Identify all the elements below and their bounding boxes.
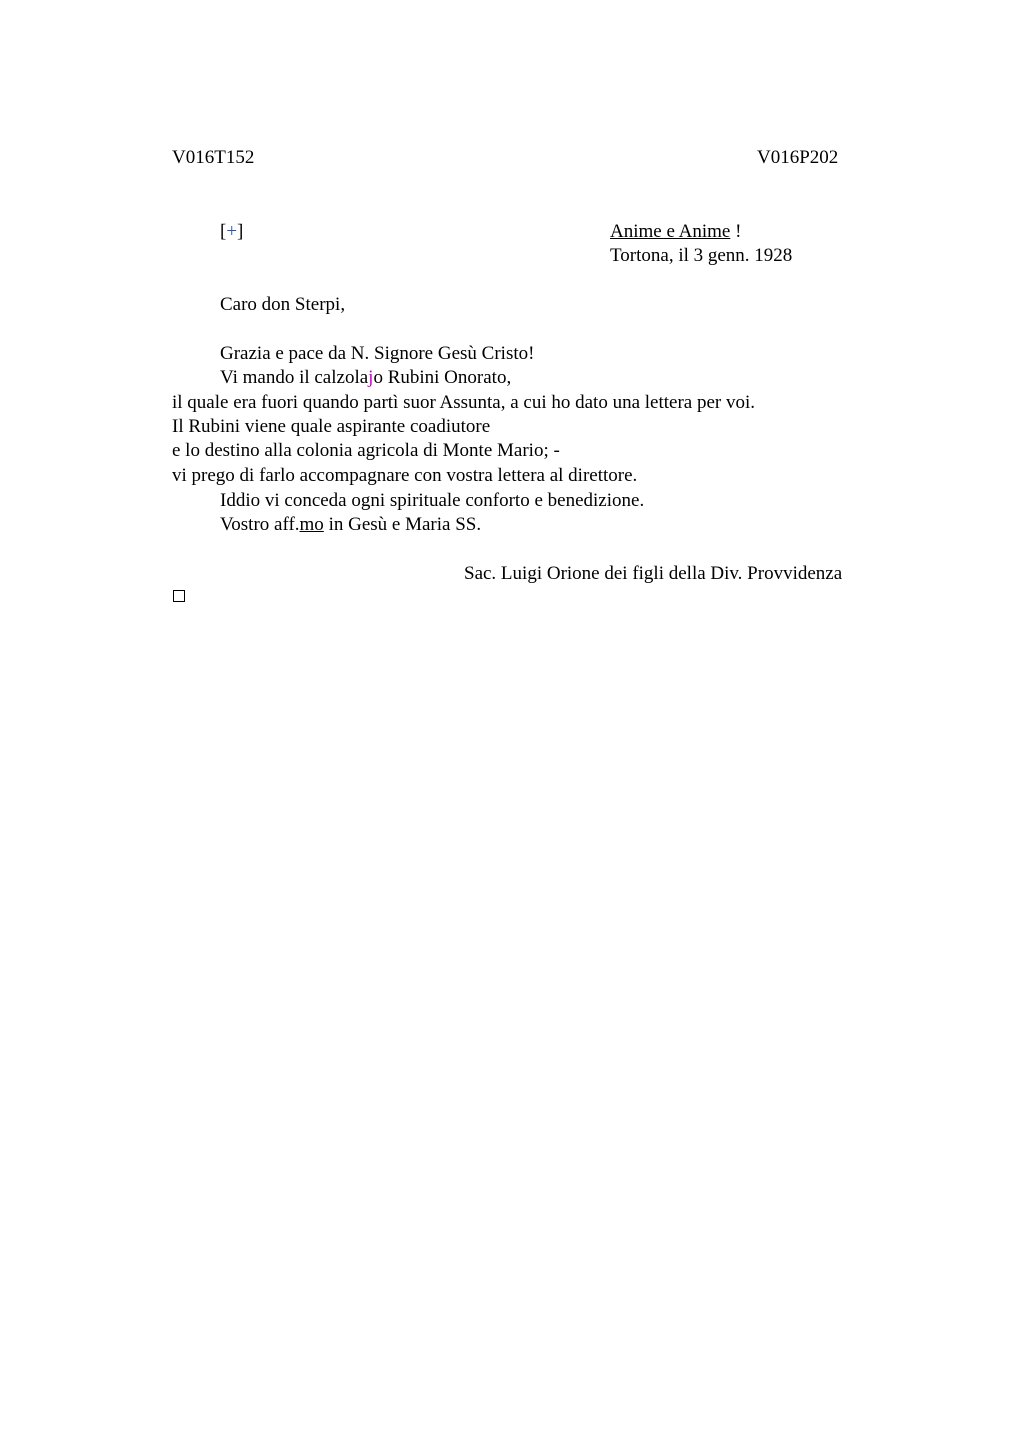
closing-superscript-abbrev: mo [299, 514, 324, 535]
body-line-5: vi prego di farlo accompagnare con vostra lettera al direttore. [172, 465, 638, 486]
cross-mark [220, 220, 243, 244]
closing [220, 513, 481, 537]
bracket-close: ] [237, 221, 244, 242]
closing-end: in Gesù e Maria SS. [323, 514, 482, 535]
motto [610, 220, 741, 244]
body-line-6: Iddio vi conceda ogni spirituale conforto e benedizione. [220, 490, 645, 511]
body-line-4: e lo destino alla colonia agricola di Monte Mario; - [172, 440, 560, 461]
highlighted-letter: j [368, 367, 374, 388]
greeting: Grazia e pace da N. Signore Gesù Cristo! [220, 343, 535, 364]
closing-start: Vostro aff. [220, 514, 300, 535]
end-square-icon [173, 590, 185, 602]
salutation: Caro don Sterpi, [220, 294, 346, 315]
bracket-open: [ [220, 221, 227, 242]
body-line-1-start: Vi mando il calzola [220, 367, 369, 388]
motto-suffix: ! [730, 221, 742, 242]
motto-underlined: Anime e Anime [610, 221, 731, 242]
right-reference-code: V016P202 [757, 147, 839, 168]
left-reference-code: V016T152 [172, 147, 255, 168]
place-date: Tortona, il 3 genn. 1928 [610, 245, 793, 266]
body-line-3: Il Rubini viene quale aspirante coadiutore [172, 416, 491, 437]
signature: Sac. Luigi Orione dei figli della Div. Provvidenza [464, 563, 843, 584]
body-line-2: il quale era fuori quando partì suor Assunta, a cui ho dato una lettera per voi. [172, 392, 756, 413]
body-line-1 [220, 366, 511, 390]
plus-mark: + [226, 221, 238, 242]
body-line-1-end: o Rubini Onorato, [373, 367, 512, 388]
